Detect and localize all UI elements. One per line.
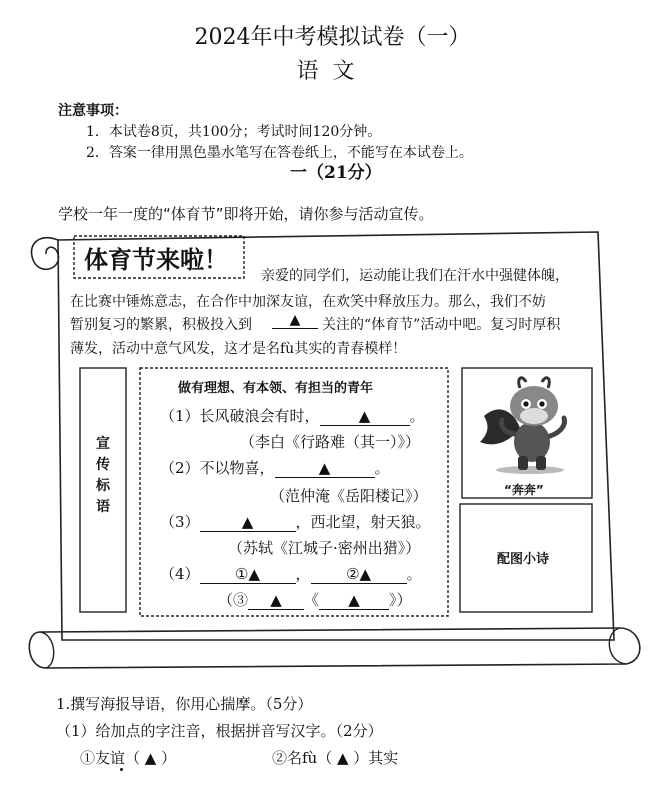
note-item-1: 1．本试卷8页，共100分；考试时间120分钟。: [86, 124, 382, 140]
poem-line-3: （3） ▲ ，西北望，射天狼。: [160, 513, 431, 531]
notes-heading: 注意事项：: [58, 103, 128, 119]
question-1-1: （1）给加点的字注音，根据拼音写汉字。（2分）: [56, 722, 383, 740]
mascot-caption: “奔奔”: [504, 483, 544, 497]
poster-body-line-2: 在比赛中锤炼意志，在合作中加深友谊，在欢笑中释放压力。那么，我们不妨: [70, 294, 546, 310]
poster-body-line-3b: 关注的“体育节”活动中吧。复习时厚积: [322, 317, 561, 333]
poem-source-1: （李白《行路难（其一）》）: [240, 433, 421, 451]
option-2: ②名fù（ ▲ ）其实: [272, 749, 399, 767]
poster-body-line-4: 薄发，活动中意气风发，这才是名fù其实的青春模样！: [70, 341, 407, 357]
poem-header: 做有理想、有本领、有担当的青年: [178, 381, 374, 396]
dragon-mascot-image: [470, 372, 586, 476]
poster-body-line-3a: 暂别复习的繁累，积极投入到: [70, 317, 252, 333]
poem-box-label: 配图小诗: [497, 552, 550, 567]
option-1: ①友谊（ ▲ ）: [80, 749, 177, 767]
section-label: 一（21分）: [290, 163, 382, 183]
note-item-2: 2．答案一律用黑色墨水笔写在答卷纸上，不能写在本试卷上。: [86, 145, 473, 161]
poster-body-line-1: 亲爱的同学们，运动能让我们在汗水中强健体魄，: [261, 268, 569, 284]
poem-line-4: （4） ①▲ ， ②▲ 。: [160, 565, 422, 583]
section-intro: 学校一年一度的“体育节”即将开始，请你参与活动宣传。: [58, 205, 434, 223]
poster-blank: ▲: [272, 312, 318, 329]
question-1: 1.撰写海报导语，你用心揣摩。（5分）: [56, 695, 313, 713]
poem-source-2: （范仲淹《岳阳楼记》）: [270, 487, 428, 505]
exam-title: 2024年中考模拟试卷（一）: [194, 25, 471, 50]
poem-source-3: （苏轼《江城子·密州出猎》）: [228, 539, 421, 557]
exam-subject: 语文: [296, 59, 369, 84]
poem-line-1: （1）长风破浪会有时， ▲ 。: [160, 407, 425, 425]
poster-headline: 体育节来啦！: [84, 246, 228, 274]
slogan-label: 宣 传 标 语: [96, 436, 110, 515]
emphasis-dot: [120, 768, 123, 771]
poem-line-5: （③ ▲ 《 ▲ 》）: [218, 591, 412, 609]
poem-line-2: （2）不以物喜， ▲ 。: [160, 459, 390, 477]
